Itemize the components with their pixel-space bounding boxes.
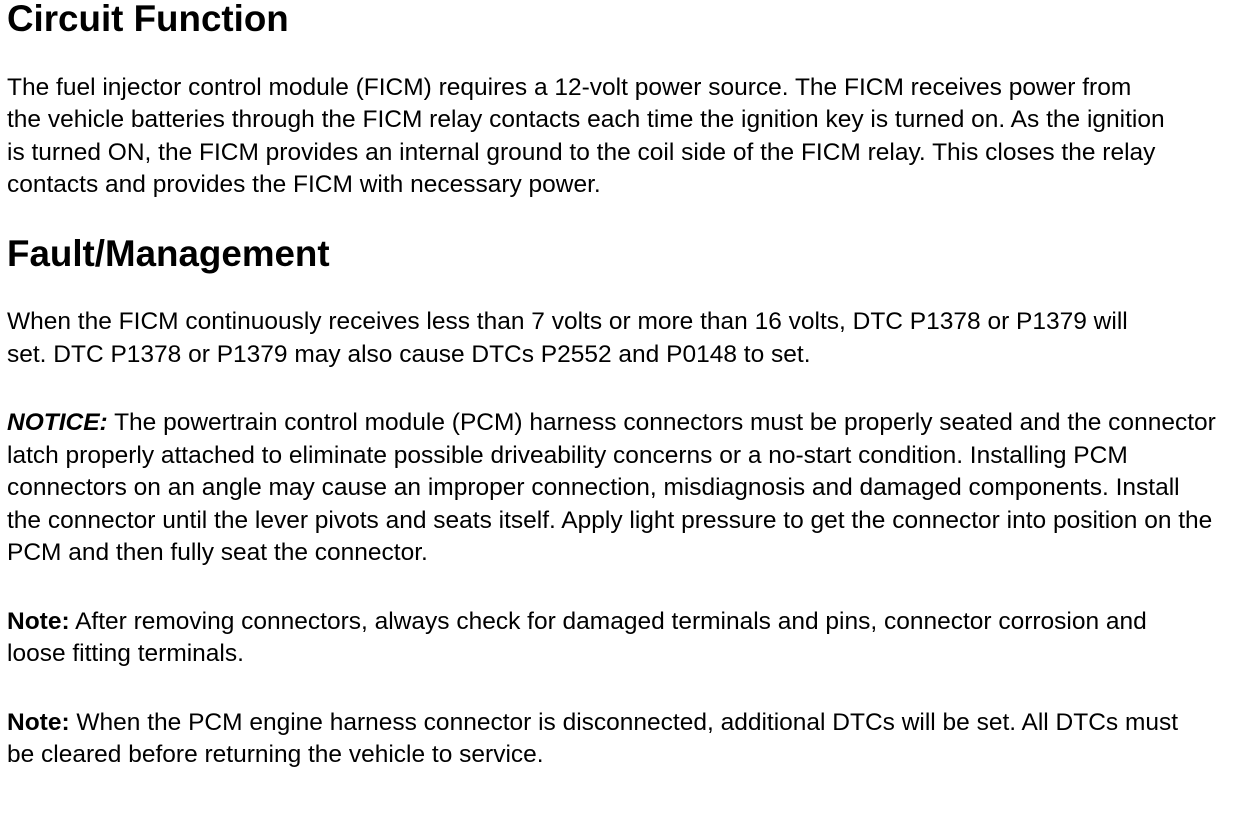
note-label: Note: xyxy=(7,708,70,736)
spacer xyxy=(7,36,1232,72)
paragraph-notice xyxy=(7,407,1217,570)
notice-text: The powertrain control module (PCM) harness connectors must be properly seated and the connector latch properly attached to eliminate possible driveability concerns or a no-start condition. Installing PCM connectors on an angle may cause an improper connection, misdiagnosis and damaged components. Install the connector until the lever pivots and seats itself. Apply light pressure to get the connector into position on the PCM and then fully seat the connector. xyxy=(7,409,1216,566)
spacer xyxy=(7,671,1232,707)
spacer xyxy=(7,371,1232,407)
paragraph-note-dtcs xyxy=(7,707,1207,772)
heading-circuit-function: Circuit Function xyxy=(7,0,289,39)
notice-label: NOTICE: xyxy=(7,409,108,436)
paragraph-circuit-function: The fuel injector control module (FICM) requires a 12-volt power source. The FICM receives power from the vehicle batteries through the FICM relay contacts each time the ignition key is turned on. As the ignition is turned ON, the FICM provides an internal ground to the coil side of the FICM relay. This closes the relay contacts and provides the FICM with necessary power. xyxy=(7,73,1165,198)
paragraph-fault-management: When the FICM continuously receives less than 7 volts or more than 16 volts, DTC P1378 or P1379 will set. DTC P1378 or P1379 may also cause DTCs P2552 and P0148 to set. xyxy=(7,308,1128,368)
note-text: After removing connectors, always check for damaged terminals and pins, connector corrosion and loose fitting terminals. xyxy=(7,607,1147,667)
note-label: Note: xyxy=(7,607,70,635)
paragraph-note-connectors xyxy=(7,606,1157,671)
spacer xyxy=(7,570,1232,606)
note-text: When the PCM engine harness connector is disconnected, additional DTCs will be set. All DTCs must be cleared before returning the vehicle to service. xyxy=(7,708,1179,768)
heading-fault-management: Fault/Management xyxy=(7,232,330,274)
spacer xyxy=(7,270,1232,306)
